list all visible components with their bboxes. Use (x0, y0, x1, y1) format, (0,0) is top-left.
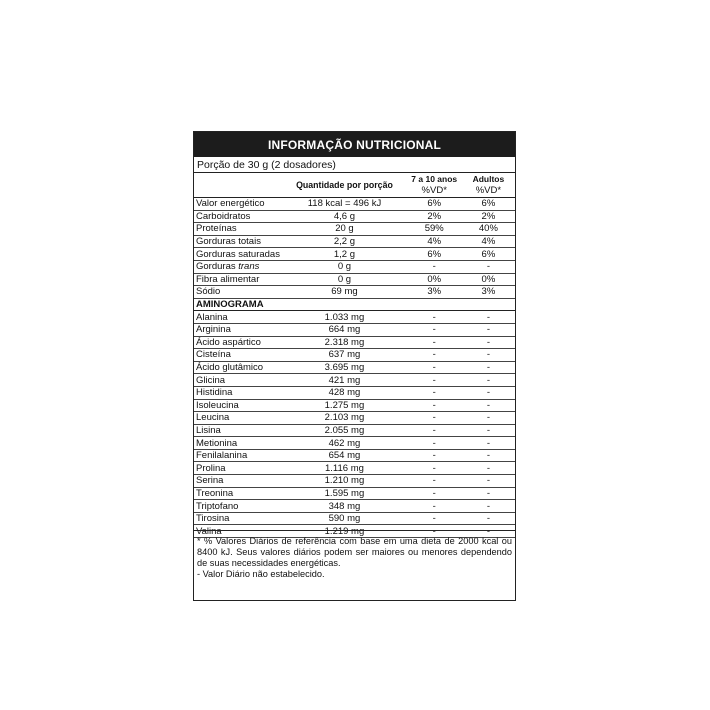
amino-acid-name: Histidina (194, 386, 282, 399)
amino-acid-vd-kids: - (407, 512, 462, 525)
nutrient-row (194, 273, 515, 286)
nutrient-vd-adults: 0% (462, 273, 515, 286)
header-kids (407, 173, 462, 198)
table-header-row (194, 173, 515, 198)
aminogram-row (194, 374, 515, 387)
amino-acid-vd-kids: - (407, 449, 462, 462)
amino-acid-vd-adults: - (462, 349, 515, 362)
amino-acid-vd-adults: - (462, 399, 515, 412)
amino-acid-vd-adults: - (462, 462, 515, 475)
nutrient-quantity: 20 g (282, 223, 406, 236)
nutrient-name-text: Valor energético (196, 198, 265, 210)
header-kids-vd: %VD* (421, 185, 447, 196)
amino-acid-name: Lisina (194, 424, 282, 437)
aminogram-row (194, 449, 515, 462)
amino-acid-name: Isoleucina (194, 399, 282, 412)
nutrient-vd-kids: 0% (407, 273, 462, 286)
header-adults (462, 173, 515, 198)
amino-acid-vd-kids: - (407, 437, 462, 450)
header-quantity: Quantidade por porção (282, 173, 406, 198)
amino-acid-name: Glicina (194, 374, 282, 387)
nutrient-quantity: 0 g (282, 260, 406, 273)
footnote-not-established: - Valor Diário não estabelecido. (197, 569, 325, 579)
aminogram-row (194, 512, 515, 525)
amino-acid-vd-kids: - (407, 500, 462, 513)
aminogram-row (194, 487, 515, 500)
nutrient-rows (194, 198, 515, 538)
nutrient-quantity: 1,2 g (282, 248, 406, 261)
nutrient-vd-adults: - (462, 260, 515, 273)
nutrient-row (194, 223, 515, 236)
nutrient-quantity: 2,2 g (282, 235, 406, 248)
nutrient-row (194, 198, 515, 211)
amino-acid-name: Tirosina (194, 512, 282, 525)
amino-acid-vd-adults: - (462, 361, 515, 374)
portion-size: Porção de 30 g (2 dosadores) (194, 159, 515, 173)
nutrient-name (194, 260, 282, 273)
nutrient-name (194, 235, 282, 248)
nutrient-name-text: Carboidratos (196, 210, 251, 222)
amino-acid-vd-adults: - (462, 386, 515, 399)
nutrient-name (194, 286, 282, 299)
header-adults-vd: %VD* (475, 185, 502, 196)
nutrient-quantity: 4,6 g (282, 210, 406, 223)
amino-acid-quantity: 2.318 mg (282, 336, 406, 349)
amino-acid-name: Cisteína (194, 349, 282, 362)
nutrient-name-italic: trans (238, 261, 260, 273)
amino-acid-vd-adults: - (462, 374, 515, 387)
amino-acid-vd-kids: - (407, 487, 462, 500)
nutrient-name (194, 198, 282, 211)
aminogram-row (194, 311, 515, 324)
aminogram-row (194, 437, 515, 450)
amino-acid-vd-adults: - (462, 512, 515, 525)
amino-acid-vd-adults: - (462, 311, 515, 324)
footnotes (194, 530, 515, 580)
aminogram-row (194, 500, 515, 513)
amino-acid-vd-kids: - (407, 311, 462, 324)
amino-acid-vd-kids: - (407, 386, 462, 399)
amino-acid-name: Treonina (194, 487, 282, 500)
nutrient-vd-kids: 4% (407, 235, 462, 248)
amino-acid-vd-kids: - (407, 323, 462, 336)
amino-acid-vd-adults: - (462, 424, 515, 437)
amino-acid-name: Alanina (194, 311, 282, 324)
amino-acid-vd-kids: - (407, 349, 462, 362)
amino-acid-name: Arginina (194, 323, 282, 336)
aminogram-row (194, 323, 515, 336)
aminogram-title: AMINOGRAMA (194, 298, 515, 311)
nutrient-row (194, 235, 515, 248)
aminogram-row (194, 349, 515, 362)
nutrient-quantity: 69 mg (282, 286, 406, 299)
amino-acid-quantity: 1.116 mg (282, 462, 406, 475)
header-adults-group: Adultos (472, 174, 505, 184)
amino-acid-quantity: 637 mg (282, 349, 406, 362)
nutrient-vd-adults: 3% (462, 286, 515, 299)
amino-acid-vd-adults: - (462, 336, 515, 349)
amino-acid-name: Ácido glutâmico (194, 361, 282, 374)
nutrient-quantity: 0 g (282, 273, 406, 286)
nutrient-name-text: Proteínas (196, 223, 237, 235)
nutrient-name (194, 210, 282, 223)
amino-acid-vd-adults: - (462, 475, 515, 488)
amino-acid-vd-adults: - (462, 437, 515, 450)
amino-acid-vd-adults: - (462, 525, 515, 538)
nutrient-vd-kids: 59% (407, 223, 462, 236)
amino-acid-quantity: 1.595 mg (282, 487, 406, 500)
amino-acid-vd-adults: - (462, 449, 515, 462)
aminogram-row (194, 475, 515, 488)
amino-acid-vd-kids: - (407, 424, 462, 437)
nutrient-vd-adults: 2% (462, 210, 515, 223)
amino-acid-quantity: 654 mg (282, 449, 406, 462)
nutrient-name-text: Sódio (196, 286, 221, 298)
amino-acid-vd-kids: - (407, 374, 462, 387)
amino-acid-quantity: 348 mg (282, 500, 406, 513)
aminogram-row (194, 462, 515, 475)
nutrient-vd-kids: 6% (407, 248, 462, 261)
nutrient-row (194, 286, 515, 299)
nutrient-name-text: Gorduras totais (196, 236, 261, 248)
amino-acid-quantity: 590 mg (282, 512, 406, 525)
amino-acid-quantity: 421 mg (282, 374, 406, 387)
amino-acid-vd-adults: - (462, 500, 515, 513)
amino-acid-quantity: 462 mg (282, 437, 406, 450)
nutrient-vd-adults: 4% (462, 235, 515, 248)
amino-acid-name: Serina (194, 475, 282, 488)
amino-acid-quantity: 3.695 mg (282, 361, 406, 374)
nutrient-row (194, 210, 515, 223)
nutrient-name (194, 248, 282, 261)
aminogram-header-row (194, 298, 515, 311)
amino-acid-quantity: 2.103 mg (282, 412, 406, 425)
amino-acid-vd-kids: - (407, 336, 462, 349)
nutrient-name-text: Gorduras (196, 261, 236, 273)
nutrient-vd-adults: 6% (462, 198, 515, 211)
nutrient-vd-kids: 2% (407, 210, 462, 223)
amino-acid-name: Triptofano (194, 500, 282, 513)
nutrition-table (194, 173, 515, 538)
aminogram-row (194, 399, 515, 412)
amino-acid-quantity: 664 mg (282, 323, 406, 336)
amino-acid-quantity: 2.055 mg (282, 424, 406, 437)
amino-acid-vd-kids: - (407, 412, 462, 425)
amino-acid-vd-adults: - (462, 323, 515, 336)
nutrient-name (194, 223, 282, 236)
nutrient-name-text: Gorduras saturadas (196, 248, 280, 260)
amino-acid-name: Leucina (194, 412, 282, 425)
nutrient-vd-kids: 6% (407, 198, 462, 211)
amino-acid-quantity: 1.275 mg (282, 399, 406, 412)
amino-acid-quantity: 428 mg (282, 386, 406, 399)
amino-acid-vd-kids: - (407, 462, 462, 475)
aminogram-row (194, 336, 515, 349)
nutrient-vd-kids: - (407, 260, 462, 273)
amino-acid-name: Fenilalanina (194, 449, 282, 462)
nutrient-quantity: 118 kcal = 496 kJ (282, 198, 406, 211)
amino-acid-name: Prolina (194, 462, 282, 475)
amino-acid-vd-adults: - (462, 412, 515, 425)
amino-acid-vd-kids: - (407, 475, 462, 488)
amino-acid-quantity: 1.219 mg (282, 525, 406, 538)
amino-acid-name: Metionina (194, 437, 282, 450)
header-blank (194, 173, 282, 198)
nutrient-name-text: Fibra alimentar (196, 273, 260, 285)
nutrient-name (194, 273, 282, 286)
nutrient-vd-adults: 40% (462, 223, 515, 236)
aminogram-row (194, 386, 515, 399)
nutrient-row (194, 260, 515, 273)
nutrient-vd-adults: 6% (462, 248, 515, 261)
footnote-daily-values: * % Valores Diários de referência com base em uma dieta de 2000 kcal ou 8400 kJ. Seus valores diários podem ser maiores ou menores dependendo de suas necessidades energéticas. (197, 536, 512, 568)
amino-acid-vd-adults: - (462, 487, 515, 500)
header-kids-group: 7 a 10 anos (411, 174, 458, 184)
amino-acid-name: Valina (194, 525, 282, 538)
aminogram-row (194, 361, 515, 374)
amino-acid-vd-kids: - (407, 525, 462, 538)
nutrition-title: INFORMAÇÃO NUTRICIONAL (194, 132, 515, 159)
aminogram-row (194, 424, 515, 437)
aminogram-row (194, 412, 515, 425)
amino-acid-vd-kids: - (407, 361, 462, 374)
amino-acid-quantity: 1.033 mg (282, 311, 406, 324)
amino-acid-vd-kids: - (407, 399, 462, 412)
amino-acid-name: Ácido aspártico (194, 336, 282, 349)
nutrient-vd-kids: 3% (407, 286, 462, 299)
nutrient-row (194, 248, 515, 261)
amino-acid-quantity: 1.210 mg (282, 475, 406, 488)
nutrition-facts-panel (193, 131, 516, 601)
